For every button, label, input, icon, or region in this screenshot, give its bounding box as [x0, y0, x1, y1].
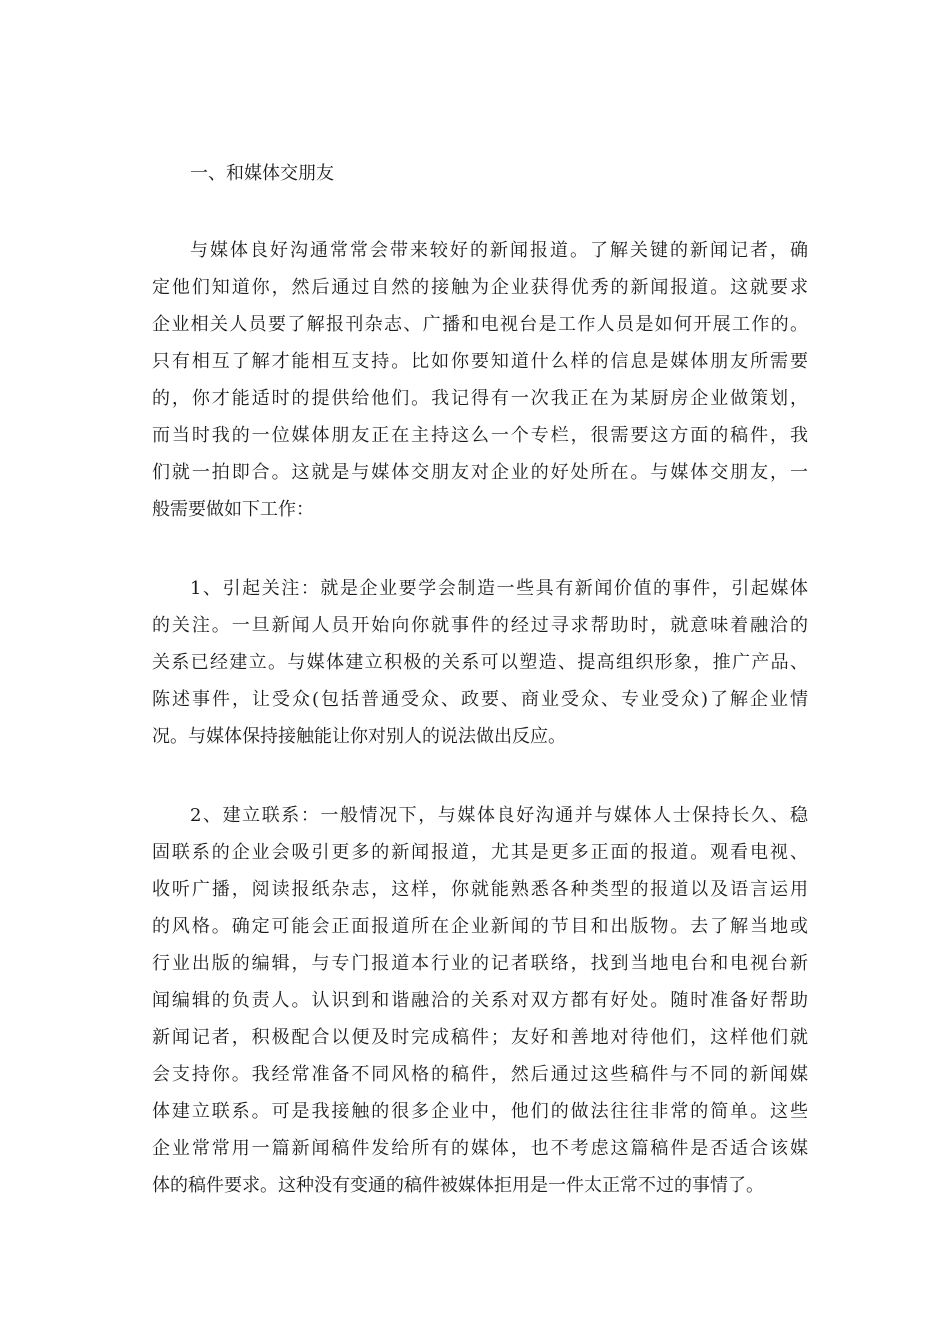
paragraph-line: 的，你才能适时的提供给他们。我记得有一次我正在为某厨房企业做策划，	[152, 388, 808, 409]
paragraph-line: 况。与媒体保持接触能让你对别人的说法做出反应。	[152, 726, 566, 747]
paragraph-line: 企业常常用一篇新闻稿件发给所有的媒体，也不考虑这篇稿件是否适合该媒	[152, 1138, 808, 1159]
paragraph-line: 陈述事件，让受众(包括普通受众、政要、商业受众、专业受众)了解企业情	[152, 689, 808, 710]
paragraph-line: 行业出版的编辑，与专门报道本行业的记者联络，找到当地电台和电视台新	[152, 953, 808, 974]
paragraph-line: 般需要做如下工作：	[152, 499, 314, 520]
paragraph-line: 闻编辑的负责人。认识到和谐融洽的关系对双方都有好处。随时准备好帮助	[152, 990, 808, 1011]
paragraph-line: 新闻记者，积极配合以便及时完成稿件；友好和善地对待他们，这样他们就	[152, 1027, 808, 1048]
paragraph-line: 2、建立联系：一般情况下，与媒体良好沟通并与媒体人士保持长久、稳	[190, 805, 808, 826]
paragraph-line: 1、引起关注：就是企业要学会制造一些具有新闻价值的事件，引起媒体	[190, 578, 808, 599]
paragraph-line: 定他们知道你，然后通过自然的接触为企业获得优秀的新闻报道。这就要求	[152, 277, 808, 298]
paragraph-line: 的关注。一旦新闻人员开始向你就事件的经过寻求帮助时，就意味着融洽的	[152, 615, 808, 636]
paragraph-line: 只有相互了解才能相互支持。比如你要知道什么样的信息是媒体朋友所需要	[152, 351, 808, 372]
paragraph-line: 关系已经建立。与媒体建立积极的关系可以塑造、提高组织形象，推广产品、	[152, 652, 808, 673]
paragraph-line: 固联系的企业会吸引更多的新闻报道，尤其是更多正面的报道。观看电视、	[152, 842, 808, 863]
paragraph-line: 会支持你。我经常准备不同风格的稿件，然后通过这些稿件与不同的新闻媒	[152, 1064, 808, 1085]
paragraph-line: 体建立联系。可是我接触的很多企业中，他们的做法往往非常的简单。这些	[152, 1101, 808, 1122]
paragraph-line: 企业相关人员要了解报刊杂志、广播和电视台是工作人员是如何开展工作的。	[152, 314, 808, 335]
paragraph-intro	[152, 232, 808, 528]
paragraph-attract-attention	[152, 570, 808, 755]
paragraph-line: 体的稿件要求。这种没有变通的稿件被媒体拒用是一件太正常不过的事情了。	[152, 1175, 764, 1196]
document-page	[152, 160, 808, 1204]
paragraph-line: 而当时我的一位媒体朋友正在主持这么一个专栏，很需要这方面的稿件，我	[152, 425, 808, 446]
section-heading: 一、和媒体交朋友	[190, 163, 334, 184]
paragraph-line: 与媒体良好沟通常常会带来较好的新闻报道。了解关键的新闻记者，确	[190, 240, 808, 261]
paragraph-line: 收听广播，阅读报纸杂志，这样，你就能熟悉各种类型的报道以及语言运用	[152, 879, 808, 900]
paragraph-line: 们就一拍即合。这就是与媒体交朋友对企业的好处所在。与媒体交朋友，一	[152, 462, 808, 483]
paragraph-line: 的风格。确定可能会正面报道所在企业新闻的节目和出版物。去了解当地或	[152, 916, 808, 937]
paragraph-build-relations	[152, 797, 808, 1204]
